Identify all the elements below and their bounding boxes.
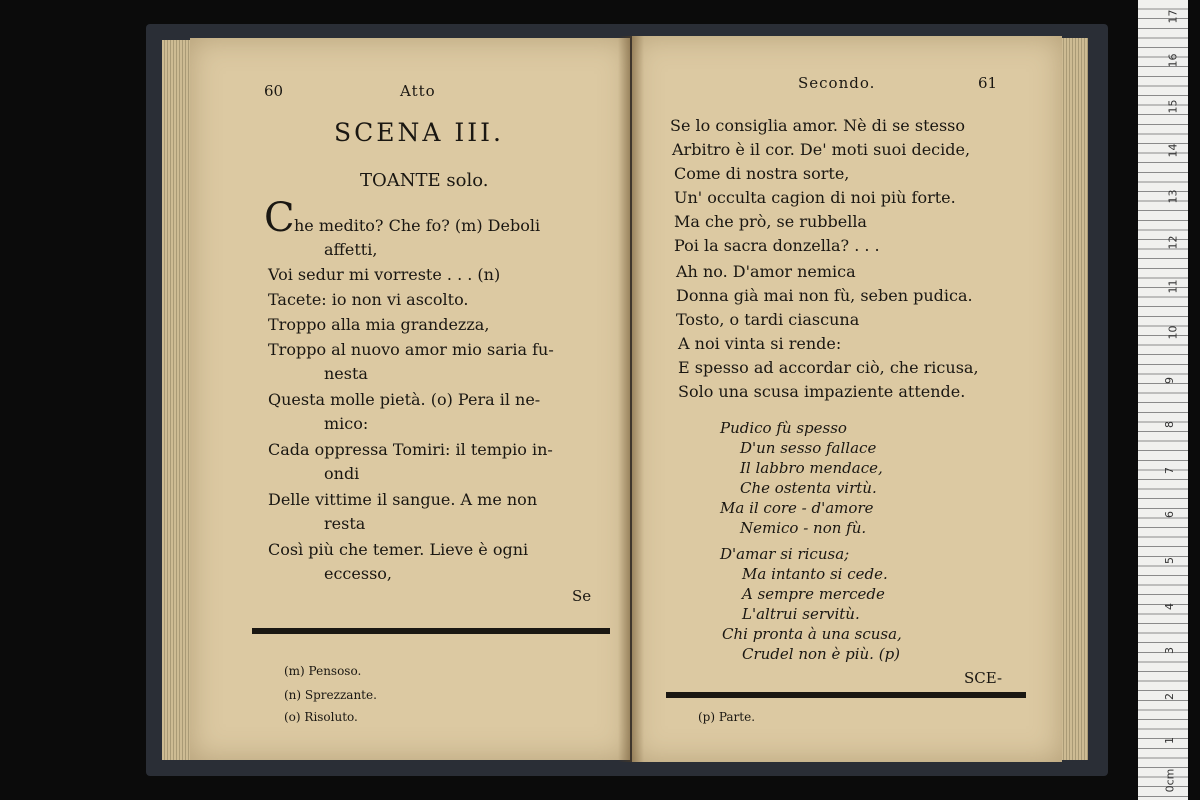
verse-first-line: he medito? Che fo? (m) Deboli — [294, 216, 541, 235]
ruler-mark: 13 — [1166, 189, 1180, 204]
footnote-rule — [252, 628, 610, 634]
verse-line: Come di nostra sorte, — [674, 164, 850, 183]
ruler-mark: 3 — [1163, 647, 1176, 654]
verse-line: Troppo al nuovo amor mio saria fu- — [268, 340, 554, 359]
verse-line: Tacete: io non vi ascolto. — [268, 290, 469, 309]
footnote: (o) Risoluto. — [284, 710, 358, 724]
ruler-mark: 1 — [1163, 737, 1176, 744]
left-running-head: Atto — [400, 82, 436, 100]
aria-line: Ma intanto si cede. — [742, 565, 888, 583]
verse-line: Donna già mai non fù, seben pudica. — [676, 286, 973, 305]
aria-line: Crudel non è più. (p) — [742, 645, 901, 663]
verse-line: Se lo consiglia amor. Nè di se stesso — [670, 116, 966, 135]
catchword: Se — [572, 587, 592, 605]
verse-line: Ah no. D'amor nemica — [676, 262, 856, 281]
verse-line: Così più che temer. Lieve è ogni — [268, 540, 529, 559]
measurement-ruler — [1138, 0, 1188, 800]
verse-line: affetti, — [324, 240, 378, 259]
right-page-number: 61 — [978, 74, 998, 92]
ruler-mark: 7 — [1163, 467, 1176, 474]
aria-line: Nemico - non fù. — [740, 519, 867, 537]
verse-line: Ma che prò, se rubbella — [674, 212, 867, 231]
verse-line: resta — [324, 514, 366, 533]
verse-line: Poi la sacra donzella? . . . — [674, 236, 880, 255]
aria-line: Che ostenta virtù. — [740, 479, 877, 497]
ruler-mark: 12 — [1166, 235, 1180, 250]
ruler-mark: 17 — [1166, 9, 1180, 24]
aria-line: A sempre mercede — [742, 585, 885, 603]
ruler-mark: 5 — [1163, 557, 1176, 564]
verse-line: Tosto, o tardi ciascuna — [676, 310, 860, 329]
ruler-mark: 15 — [1166, 99, 1180, 114]
ruler-label: 0cm — [1163, 768, 1177, 793]
verse-line: Solo una scusa impaziente attende. — [678, 382, 966, 401]
verse-line: eccesso, — [324, 564, 392, 583]
ruler-mark: 11 — [1166, 279, 1180, 294]
ruler-mark: 6 — [1163, 511, 1176, 518]
verse-line: A noi vinta si rende: — [678, 334, 842, 353]
drop-cap: C — [264, 195, 295, 241]
aria-line: D'amar si ricusa; — [720, 545, 850, 563]
right-running-head: Secondo. — [798, 74, 876, 92]
verse-line: Voi sedur mi vorreste . . . (n) — [268, 265, 501, 284]
footnote: (n) Sprezzante. — [284, 688, 377, 702]
ruler-mark: 16 — [1166, 53, 1180, 68]
verse-line: Troppo alla mia grandezza, — [268, 315, 490, 334]
aria-line: Il labbro mendace, — [740, 459, 883, 477]
footnote: (p) Parte. — [698, 710, 756, 724]
ruler-mark: 8 — [1163, 421, 1176, 428]
aria-line: Chi pronta à una scusa, — [722, 625, 902, 643]
verse-line: Delle vittime il sangue. A me non — [268, 490, 538, 509]
aria-line: Ma il core - d'amore — [720, 499, 874, 517]
ruler-mark: 9 — [1163, 377, 1176, 384]
book-gutter — [618, 36, 644, 762]
left-page-number: 60 — [264, 82, 284, 100]
aria-line: Pudico fù spesso — [720, 419, 847, 437]
aria-line: L'altrui servitù. — [742, 605, 860, 623]
verse-line: Un' occulta cagion di noi più forte. — [674, 188, 956, 207]
page-edges-right — [1058, 38, 1088, 760]
ruler-mark: 2 — [1163, 693, 1176, 700]
ruler-mark: 4 — [1163, 603, 1176, 610]
verse-line: Cada oppressa Tomiri: il tempio in- — [268, 440, 553, 459]
verse-line: nesta — [324, 364, 368, 383]
ruler-mark: 14 — [1166, 143, 1180, 158]
footnote-rule — [666, 692, 1026, 698]
footnote: (m) Pensoso. — [284, 664, 362, 678]
aria-line: D'un sesso fallace — [740, 439, 877, 457]
page-edges-left — [162, 40, 192, 760]
left-page — [190, 38, 630, 760]
verse-line: E spesso ad accordar ciò, che ricusa, — [678, 358, 979, 377]
right-page — [632, 36, 1062, 762]
ruler-mark: 10 — [1166, 325, 1180, 340]
verse-line: mico: — [324, 414, 369, 433]
verse-line: Questa molle pietà. (o) Pera il ne- — [268, 390, 541, 409]
verse-line: ondi — [324, 464, 360, 483]
verse-line: Arbitro è il cor. De' moti suoi decide, — [672, 140, 971, 159]
catchword: SCE- — [964, 669, 1003, 687]
scene-title: SCENA III. — [334, 118, 504, 147]
character-heading: TOANTE solo. — [360, 170, 489, 191]
